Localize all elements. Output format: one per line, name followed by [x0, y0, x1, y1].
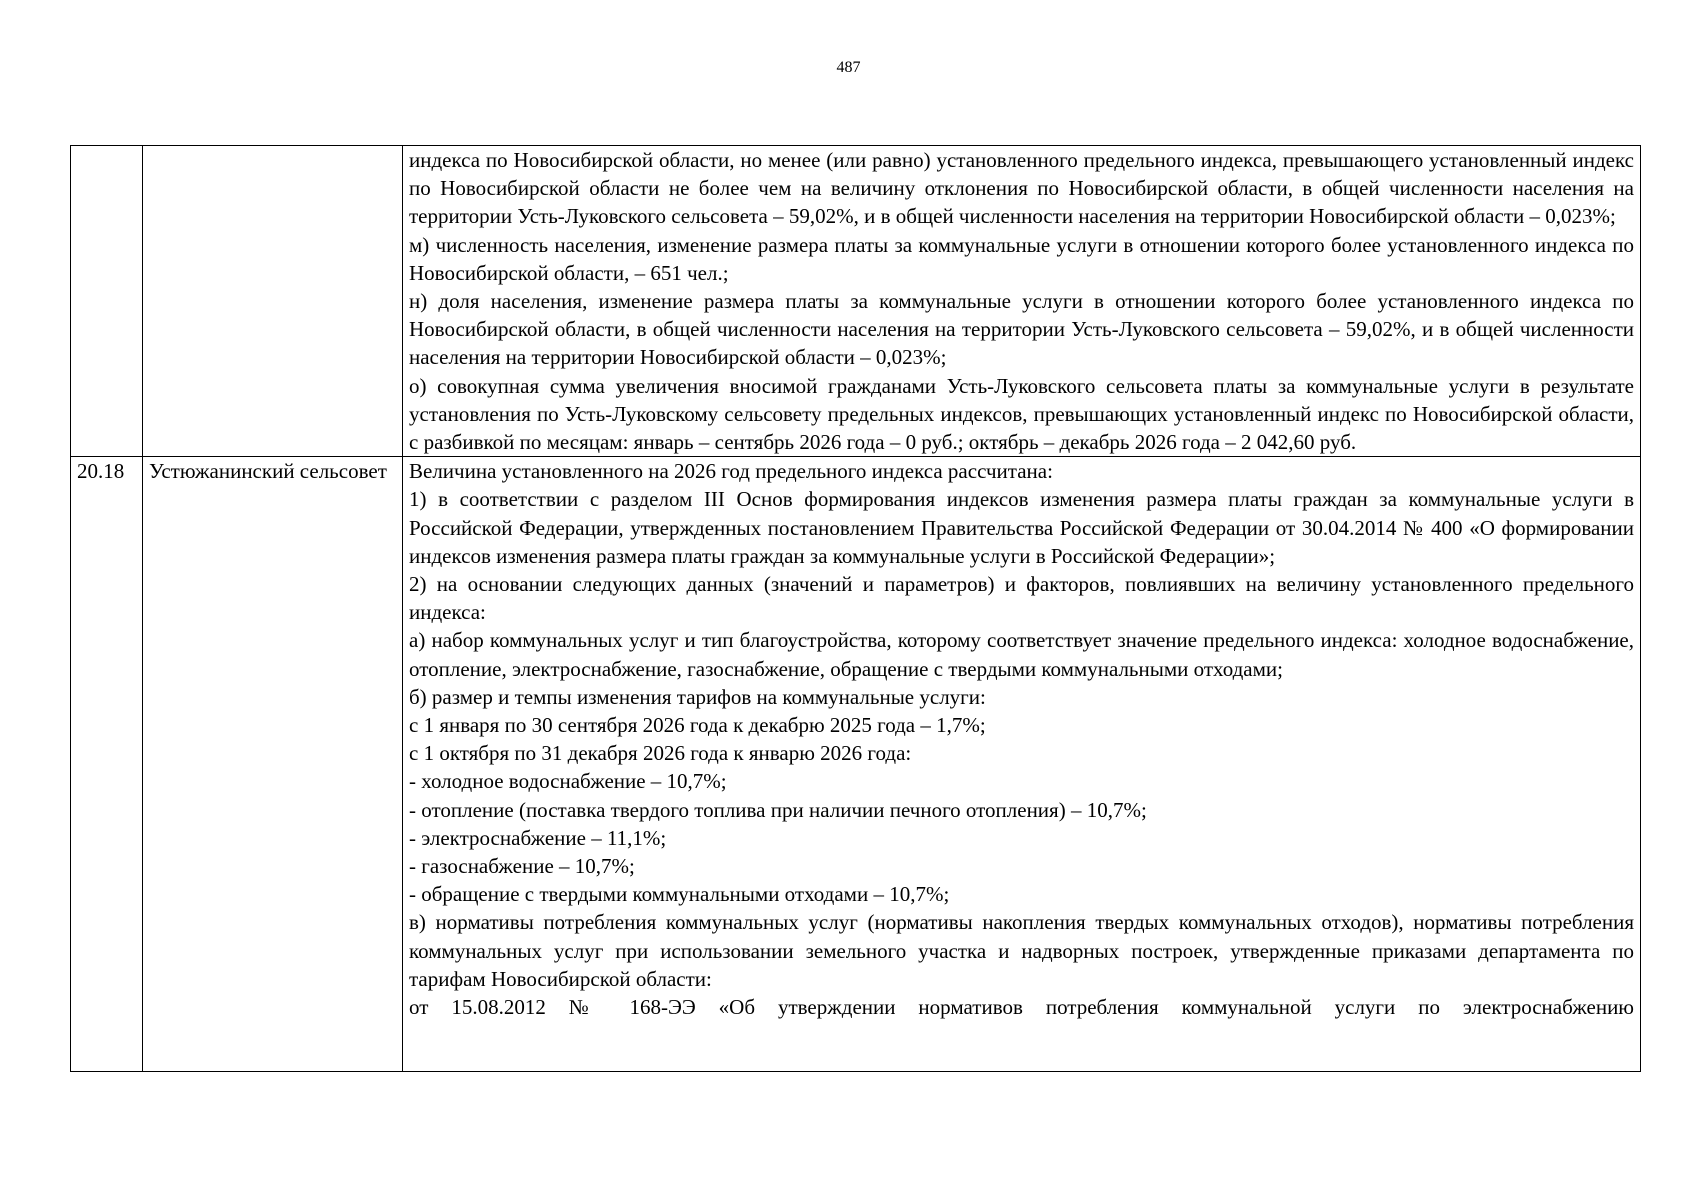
paragraph: н) доля населения, изменение размера платы за коммунальные услуги в отношении которого более установленного индекса по Новосибирской области, в общей численности населения на территории Усть-Луковского сельсовета – 59,02%, и в общей численности населения на территории Новосибирской области – 0,023%;: [409, 289, 1634, 370]
paragraph: с 1 января по 30 сентября 2026 года к декабрю 2025 года – 1,7%;: [409, 713, 986, 738]
paragraph: - отопление (поставка твердого топлива при наличии печного отопления) – 10,7%;: [409, 797, 1147, 822]
paragraph: о) совокупная сумма увеличения вносимой гражданами Усть-Луковского сельсовета платы за коммунальные услуги в результате установления по Усть-Луковскому сельсовету предельных индексов, превышающих установленный индекс по Новосибирской области, с разбивкой по месяцам: январь – сентябрь 2026 года – 0 руб.; октябрь – декабрь 2026 года – 2 042,60 руб.: [409, 373, 1634, 455]
paragraph: 2) на основании следующих данных (значений и параметров) и факторов, повлиявших на величину установленного предельного индекса:: [409, 572, 1634, 625]
paragraph: - обращение с твердыми коммунальными отходами – 10,7%;: [409, 882, 950, 907]
paragraph: индекса по Новосибирской области, но менее (или равно) установленного предельного индекса, превышающего установленный индекс по Новосибирской области не более чем на величину отклонения по Новосибирской области, в общей численности населения на территории Усть-Луковского сельсовета – 59,02%, и в общей численности населения на территории Новосибирской области – 0,023%;: [409, 148, 1634, 229]
paragraph: от 15.08.2012 № 168-ЭЭ «Об утверждении нормативов потребления коммунальной услуги по электроснабжению: [409, 995, 1634, 1020]
paragraph: с 1 октября по 31 декабря 2026 года к январю 2026 года:: [409, 741, 912, 766]
paragraph: - газоснабжение – 10,7%;: [409, 854, 635, 879]
paragraph: - холодное водоснабжение – 10,7%;: [409, 769, 727, 794]
table-row: [71, 457, 1641, 1072]
description-cell: [403, 146, 1641, 457]
table-row: [71, 146, 1641, 457]
municipality-name-cell: [143, 146, 403, 457]
paragraph: 1) в соответствии с разделом III Основ формирования индексов изменения размера платы граждан за коммунальные услуги в Российской Федерации, утвержденных постановлением Правительства Российской Федерации от 30.04.2014 № 400 «О формировании индексов изменения размера платы граждан за коммунальные услуги в Российской Федерации»;: [409, 487, 1634, 568]
paragraph: б) размер и темпы изменения тарифов на коммунальные услуги:: [409, 684, 986, 709]
paragraph: а) набор коммунальных услуг и тип благоустройства, которому соответствует значение предельного индекса: холодное водоснабжение, отопление, электроснабжение, газоснабжение, обращение с твердыми коммунальными отходами;: [409, 628, 1634, 681]
page-number: 487: [836, 59, 861, 76]
paragraph: в) нормативы потребления коммунальных услуг (нормативы накопления твердых коммунальных отходов), нормативы потребления коммунальных услуг при использовании земельного участка и надворных построек, утвержденные приказами департамента по тарифам Новосибирской области:: [409, 910, 1634, 991]
municipality-name-cell: Устюжанинский сельсовет: [143, 457, 403, 1072]
paragraph: м) численность населения, изменение размера платы за коммунальные услуги в отношении которого более установленного индекса по Новосибирской области, – 651 чел.;: [409, 232, 1634, 285]
description-cell: [403, 457, 1641, 1072]
paragraph: - электроснабжение – 11,1%;: [409, 825, 667, 850]
paragraph: Величина установленного на 2026 год предельного индекса рассчитана:: [409, 459, 1053, 484]
document-table: [70, 145, 1641, 1072]
row-number-cell: [71, 146, 143, 457]
row-number-cell: 20.18: [71, 457, 143, 1072]
